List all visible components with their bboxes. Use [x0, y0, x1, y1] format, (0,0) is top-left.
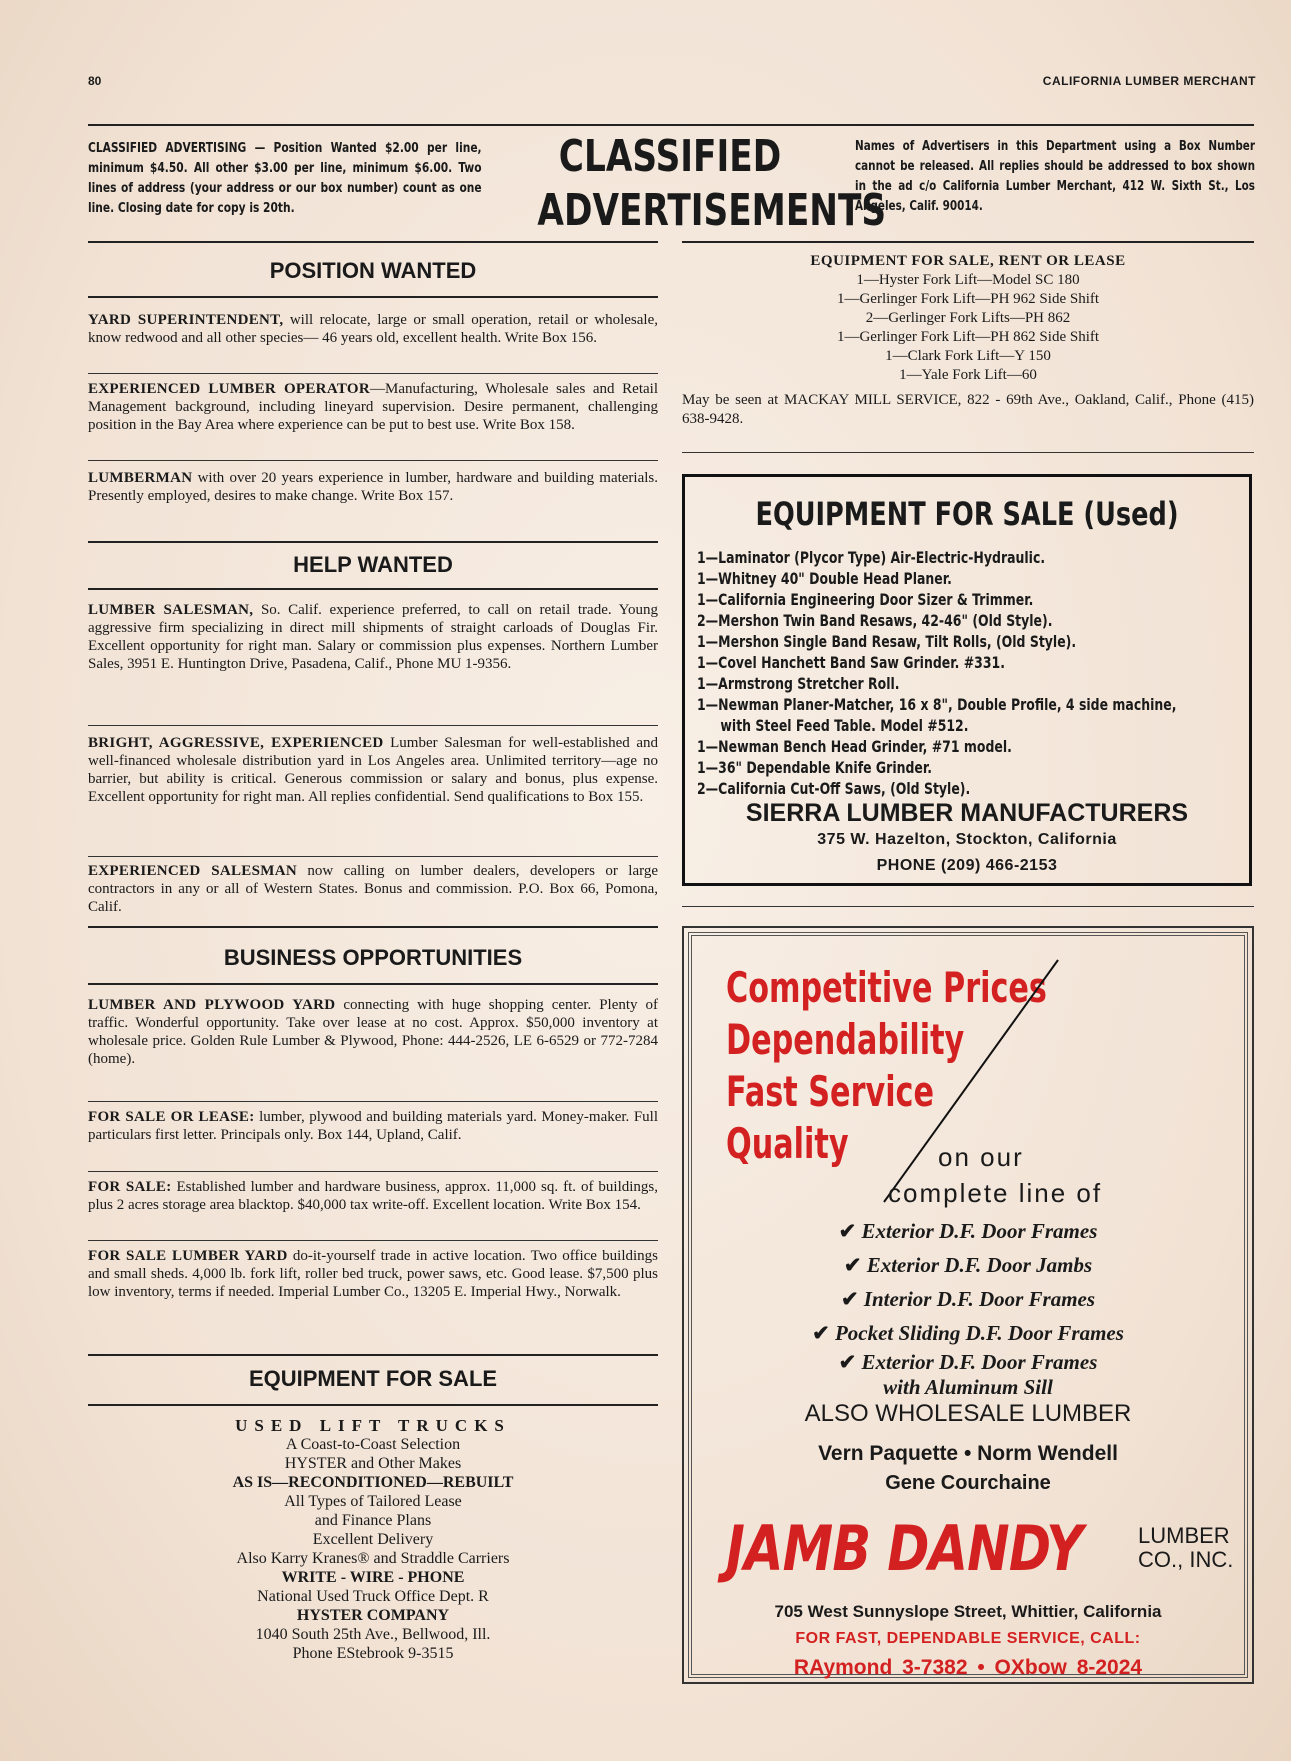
- publication-name: CALIFORNIA LUMBER MERCHANT: [1042, 74, 1256, 88]
- sierra-phone: PHONE (209) 466-2153: [876, 857, 1058, 874]
- rule: [88, 296, 658, 298]
- rule: [88, 588, 658, 590]
- rule: [88, 541, 658, 543]
- list-item: ✔ Exterior D.F. Door Jambs: [843, 1253, 1093, 1277]
- company-suffix: LUMBER CO., INC.: [1138, 1523, 1234, 1572]
- contact-name: Gene Courchaine: [885, 1472, 1051, 1494]
- checkmark-icon: ✔: [843, 1253, 862, 1277]
- ad-business-1: LUMBER AND PLYWOOD YARD connecting with huge shopping center. Plenty of traffic. Wonderful opportunity. Take over lease at no cost. Approx. $50,000 inventory at wholesale price. Golden Rule Lumber & Plywood, Phone: 444-2526, LE 6-6529 or 772-7284 (home).: [88, 997, 658, 1067]
- also-wholesale: ALSO WHOLESALE LUMBER: [804, 1400, 1132, 1427]
- section-heading-position-wanted: POSITION WANTED: [269, 258, 477, 283]
- list-item: with Aluminum Sill: [883, 1375, 1053, 1399]
- ad-divider: [88, 1101, 658, 1102]
- phone-numbers: RAymond 3-7382 • OXbow 8-2024: [793, 1656, 1143, 1679]
- rule: [88, 1404, 658, 1406]
- section-heading-equipment-for-sale: EQUIPMENT FOR SALE: [248, 1366, 498, 1391]
- feature-fast-service: Fast Service: [726, 1067, 934, 1116]
- sierra-company-name: SIERRA LUMBER MANUFACTURERS: [745, 799, 1189, 827]
- ad-position-2: EXPERIENCED LUMBER OPERATOR—Manufacturing, Wholesale sales and Retail Management background, including lineyard supervision. Desire permanent, challenging position in the Bay Area where experience can be put to best use. Write Box 158.: [88, 381, 658, 433]
- rule: [88, 983, 658, 985]
- rule: [682, 241, 1254, 243]
- list-item: ✔ Exterior D.F. Door Frames: [838, 1350, 1098, 1374]
- advertisers-note: Names of Advertisers in this Department using a Box Number cannot be released. All replies should be addressed to box shown in the ad c/o California Lumber Merchant, 412 W. Sixth St., Los Angeles, Calif. 90014.: [855, 139, 1255, 214]
- on-our-text: on our: [938, 1142, 1024, 1172]
- checkmark-icon: ✔: [812, 1321, 830, 1345]
- rule: [682, 906, 1254, 907]
- ad-divider: [88, 460, 658, 461]
- diagonal-divider: [878, 952, 1078, 1212]
- section-heading-business-opportunities: BUSINESS OPPORTUNITIES: [223, 945, 523, 970]
- checkmark-icon: ✔: [840, 1287, 859, 1311]
- jamb-dandy-ad: [682, 926, 1254, 1684]
- equipment-used-title: EQUIPMENT FOR SALE (Used): [755, 495, 1179, 533]
- product-list: [698, 1214, 1238, 1399]
- jamb-dandy-logo: JAMB DANDY: [726, 1512, 1083, 1585]
- checkmark-icon: ✔: [838, 1350, 857, 1374]
- equipment-rent-lease-footer: May be seen at MACKAY MILL SERVICE, 822 - 69th Ave., Oakland, Calif., Phone (415) 638-9428.: [682, 392, 1254, 427]
- list-item: ✔ Pocket Sliding D.F. Door Frames: [812, 1321, 1124, 1345]
- ad-position-1: YARD SUPERINTENDENT, will relocate, large or small operation, retail or wholesale, know redwood and all other species— 46 years old, excellent health. Write Box 156.: [88, 312, 658, 346]
- rule: [682, 452, 1254, 453]
- rule: [88, 926, 658, 928]
- ad-business-3: FOR SALE: Established lumber and hardware business, approx. 11,000 sq. ft. of buildings, plus 2 acres storage area blacktop. $40,000 tax write-off. Excellent location. Write Box 154.: [88, 1179, 658, 1213]
- page-number: 80: [88, 74, 102, 88]
- rule: [88, 241, 658, 243]
- feature-quality: Quality: [726, 1119, 849, 1168]
- equipment-used-list: 1—Laminator (Plycor Type) Air-Electric-Hydraulic. 1—Whitney 40" Double Head Planer. 1—California Engineering Door Sizer & Trimmer. 2—Mershon Twin Band Resaws, 42-46" (Old Style). 1—Mershon Single Band Resaw, Tilt Rolls, (Old Style). 1—Covel Hanchett Band Saw Grinder. #331. 1—Armstrong Stretcher Roll. 1—Newman Planer-Matcher, 16 x 8", Double Profile, 4 side machine, with Steel Feed Table. Model #512. 1—Newman Bench Head Grinder, #71 model. 1—36" Dependable Knife Grinder. 2—California Cut-Off Saws, (Old Style).: [697, 548, 1177, 798]
- ad-divider: [88, 725, 658, 726]
- ad-help-3: EXPERIENCED SALESMAN now calling on lumber dealers, developers or large contractors in any or all of Western States. Bonus and commission. P.O. Box 66, Pomona, Calif.: [88, 863, 658, 915]
- contact-names: Vern Paquette • Norm Wendell: [818, 1442, 1118, 1465]
- call-prompt: FOR FAST, DEPENDABLE SERVICE, CALL:: [795, 1630, 1141, 1647]
- page-title: CLASSIFIED ADVERTISEMENTS: [537, 131, 887, 236]
- section-heading-help-wanted: HELP WANTED: [293, 552, 453, 577]
- ad-business-4: FOR SALE LUMBER YARD do-it-yourself trade in active location. Two office buildings and small sheds. 4,000 lb. fork lift, roller bed truck, power saws, etc. Good lease. $7,500 plus low inventory, terms if needed. Imperial Lumber Co., 13205 E. Imperial Hwy., Norwalk.: [88, 1248, 659, 1300]
- ad-divider: [88, 1171, 658, 1172]
- lift-trucks-ad: USED LIFT TRUCKS A Coast-to-Coast Selection HYSTER and Other Makes AS IS—RECONDITIONED—REBUILT All Types of Tailored Lease and Finance Plans Excellent Delivery Also Karry Kranes® and Straddle Carriers WRITE - WIRE - PHONE National Used Truck Office Dept. R HYSTER COMPANY 1040 South 25th Ave., Bellwood, Ill. Phone EStebrook 9-3515: [88, 1416, 658, 1663]
- lift-trucks-heading: USED LIFT TRUCKS: [235, 1416, 511, 1435]
- feature-competitive-prices: Competitive Prices: [726, 963, 1047, 1012]
- sierra-address: 375 W. Hazelton, Stockton, California: [817, 831, 1117, 848]
- jamb-address: 705 West Sunnyslope Street, Whittier, California: [774, 1602, 1162, 1621]
- ad-help-2: BRIGHT, AGGRESSIVE, EXPERIENCED Lumber Salesman for well-established and well-financed wholesale distribution yard in Los Angeles area. Unlimited territory—age no barrier, but ability is critical. Generous commission or salary and bonus, plus expense. Excellent opportunity for right man. All replies confidential. Send qualifications to Box 155.: [88, 735, 659, 805]
- ad-divider: [88, 1240, 658, 1241]
- equipment-rent-lease-ad: EQUIPMENT FOR SALE, RENT OR LEASE 1—Hyster Fork Lift—Model SC 180 1—Gerlinger Fork Lift—PH 962 Side Shift 2—Gerlinger Fork Lifts—PH 862 1—Gerlinger Fork Lift—PH 862 Side Shift 1—Clark Fork Lift—Y 150 1—Yale Fork Lift—60: [810, 253, 1126, 383]
- ad-position-3: LUMBERMAN with over 20 years experience in lumber, hardware and building materials. Presently employed, desires to make change. Write Box 157.: [88, 470, 659, 504]
- ad-business-2: FOR SALE OR LEASE: lumber, plywood and building materials yard. Money-maker. Full particulars first letter. Principals only. Box 144, Upland, Calif.: [88, 1109, 659, 1143]
- classified-rates-note: CLASSIFIED ADVERTISING — Position Wanted $2.00 per line, minimum $4.50. All other $3.00 per line, minimum $6.00. Two lines of address (your address or our box number) count as one line. Closing date for copy is 20th.: [88, 141, 482, 216]
- header-rule: [88, 124, 1254, 126]
- ad-divider: [88, 373, 658, 374]
- list-item: ✔ Interior D.F. Door Frames: [840, 1287, 1096, 1311]
- ad-help-1: LUMBER SALESMAN, So. Calif. experience preferred, to call on retail trade. Young aggressive firm specializing in direct mill shipments of straight carloads of Douglas Fir. Excellent opportunity for right man. Salary or commission plus expenses. Northern Lumber Sales, 3951 E. Huntington Drive, Pasadena, Calif., Phone MU 1-9356.: [88, 602, 658, 672]
- list-item: ✔ Exterior D.F. Door Frames: [838, 1219, 1098, 1243]
- complete-line-text: complete line of: [888, 1178, 1103, 1208]
- equipment-used-box: [682, 474, 1252, 886]
- rule: [88, 1354, 658, 1356]
- checkmark-icon: ✔: [838, 1219, 857, 1243]
- feature-dependability: Dependability: [726, 1015, 965, 1064]
- ad-divider: [88, 856, 658, 857]
